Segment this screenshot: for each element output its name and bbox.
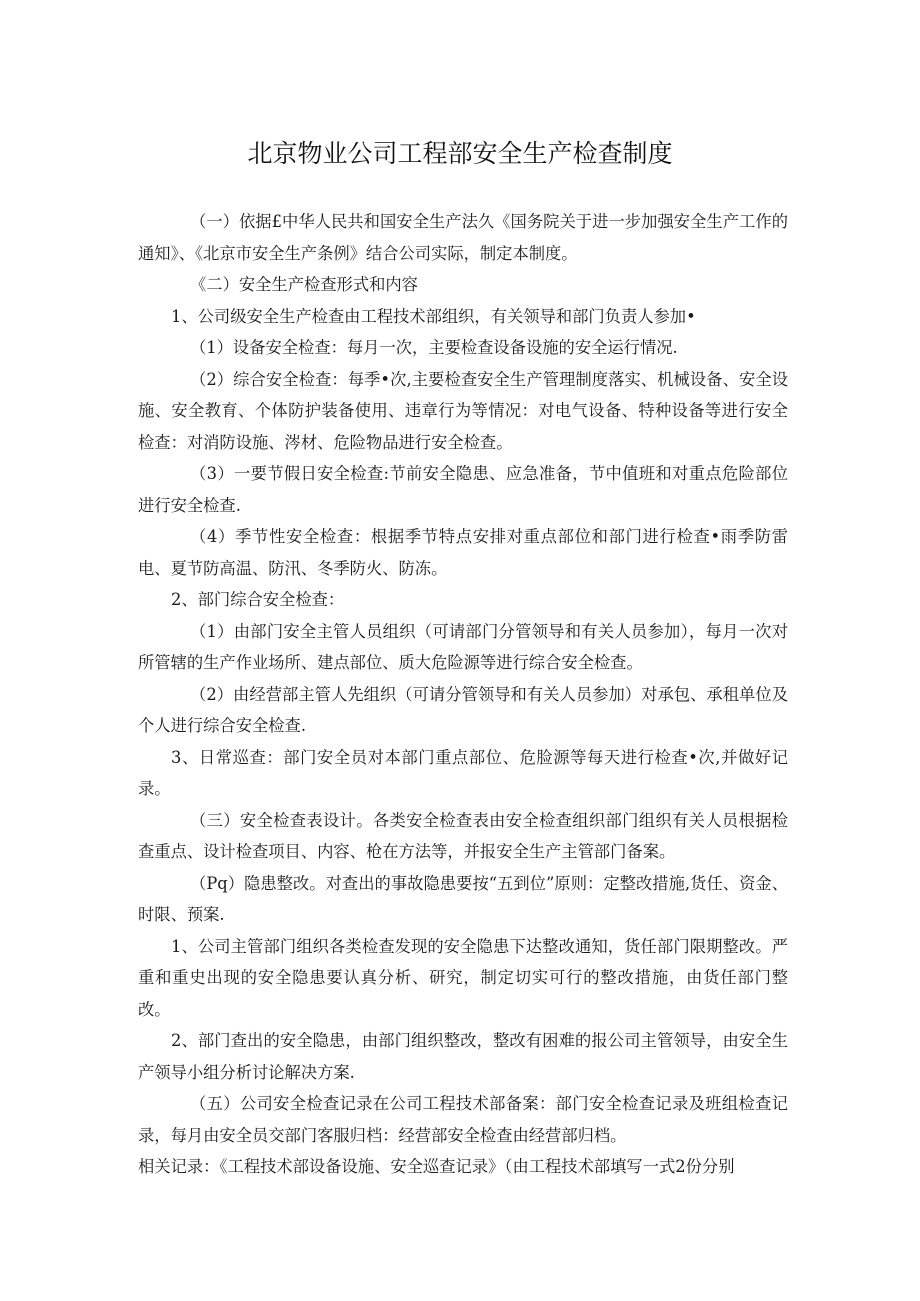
paragraph-comprehensive-check: （2）综合安全检查：每季•次,主要检查安全生产管理制度落实、机械设备、安全设施、安全教育、个体防护装备使用、违章行为等情况：对电气设备、特种设备等进行安全检查：对消防设施、涔材、危险物品进行安全检查。 — [138, 369, 788, 452]
paragraph-business-dept: （2）由经营部主管人先组织（可请分管领导和有关人员参加）对承包、承租单位及个人进行综合安全检查. — [138, 684, 788, 735]
paragraph-dept-rectification: 2、部门查出的安全隐患，由部门组织整改，整改有困难的报公司主管领导，由安全生产领导小组分析讨论解决方案. — [138, 1031, 788, 1082]
paragraph-equipment-check: （1）设备安全检查：每月一次，主要检查设备设施的安全运行情况. — [190, 338, 678, 357]
paragraph-basis: （一）依据£中华人民共和国安全生产法久《国务院关于进一步加强安全生产工作的通知》、《北京市安全生产条例》结合公司实际，制定本制度。 — [138, 212, 788, 263]
paragraph-holiday-check: （3）一要节假日安全检查:节前安全隐患、应急准备，节中值班和对重点危险部位进行安全检查. — [138, 464, 788, 515]
paragraph-hazard-rectification: （Pq）隐患整改。对查出的事故隐患要按“五到位”原则：定整改措施,货任、资金、时限、预案. — [138, 873, 788, 924]
document-title: 北京物业公司工程部安全生产检查制度 — [247, 139, 673, 168]
paragraph-company-check: 1、公司级安全生产检查由工程技术部组织，有关领导和部门负责人参加• — [171, 306, 696, 326]
paragraph-seasonal-check: （4）季节性安全检查：根据季节特点安排对重点部位和部门进行检查•雨季防雷电、夏节防高温、防汛、冬季防火、防冻。 — [138, 527, 788, 578]
paragraph-records: （五）公司安全检查记录在公司工程技术部备案：部门安全检查记录及班组检查记录，每月由安全员交部门客服归档：经营部安全检查由经营部归档。 — [138, 1094, 788, 1145]
section-heading-2: 《二）安全生产检查形式和内容 — [190, 275, 418, 294]
paragraph-related-records: 相关记录：《工程技术部设备设施、安全巡查记录》（由工程技术部填写一式2份分别 — [138, 1157, 735, 1176]
paragraph-dept-monthly: （1）由部门安全主管人员组织（可请部门分管领导和有关人员参加），每月一次对所管辖的生产作业场所、建点部位、质大危险源等进行综合安全检查。 — [138, 621, 788, 672]
paragraph-department-check: 2、部门综合安全检查： — [171, 590, 345, 609]
paragraph-daily-patrol: 3、日常巡查：部门安全员对本部门重点部位、危脸源等每天进行检查•次,并做好记录。 — [138, 747, 788, 798]
paragraph-checklist-design: （三）安全检查表设计。各类安全检查表由安全检查组织部门组织有关人员根据检查重点、设计检查项目、内容、枪在方法等，并报安全生产主管部门备案。 — [138, 810, 788, 861]
document-body — [138, 206, 788, 1183]
paragraph-company-rectification: 1、公司主管部门组织各类检查发现的安全隐患下达整改通知，货任部门限期整改。严重和重史出现的安全隐患要认真分析、研究，制定切实可行的整改措施，由货任部门整改。 — [138, 936, 788, 1019]
